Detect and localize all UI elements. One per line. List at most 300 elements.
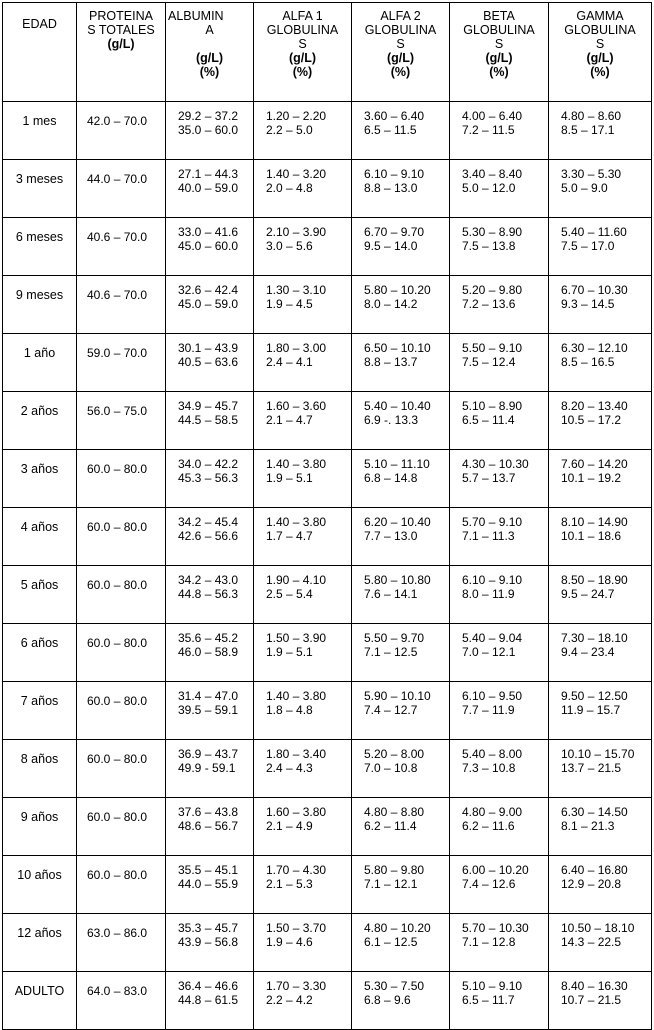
gamma-gl-value: 3.30 – 5.30 [561, 167, 622, 181]
albumina-gl-value: 37.6 – 43.8 [178, 805, 239, 819]
cell-proteinas [77, 450, 166, 508]
beta-pct-value: 7.5 – 13.8 [462, 239, 516, 253]
cell-alfa1 [254, 508, 352, 566]
gamma-gl-value: 10.10 – 15.70 [561, 747, 635, 761]
albumina-pct-value: 45.0 – 59.0 [178, 297, 239, 311]
header-alfa1-line2: GLOBULINA [266, 23, 339, 37]
alfa1-pct-value: 2.4 – 4.3 [266, 761, 313, 775]
table-row [3, 798, 652, 856]
proteinas-value: 60.0 – 80.0 [87, 810, 148, 824]
gamma-pct-value: 9.4 – 23.4 [561, 645, 615, 659]
alfa1-gl-value: 1.30 – 3.10 [266, 283, 327, 297]
cell-beta [450, 450, 549, 508]
gamma-gl-value: 8.50 – 18.90 [561, 573, 628, 587]
albumina-gl-value: 36.4 – 46.6 [178, 979, 239, 993]
cell-proteinas [77, 276, 166, 334]
albumina-pct-value: 44.5 – 58.5 [178, 413, 239, 427]
cell-gamma [549, 972, 652, 1030]
header-proteinas-unit: (g/L) [107, 37, 135, 51]
gamma-gl-value: 10.50 – 18.10 [561, 921, 635, 935]
beta-gl-value: 5.40 – 8.00 [462, 747, 523, 761]
albumina-pct-value: 45.0 – 60.0 [178, 239, 239, 253]
header-alfa2-line1: ALFA 2 [380, 9, 421, 23]
header-alfa2 [352, 3, 450, 102]
cell-gamma [549, 856, 652, 914]
alfa2-pct-value: 7.6 – 14.1 [364, 587, 418, 601]
gamma-pct-value: 13.7 – 21.5 [561, 761, 622, 775]
alfa2-gl-value: 3.60 – 6.40 [364, 109, 425, 123]
header-edad [3, 3, 77, 102]
alfa2-pct-value: 7.1 – 12.5 [364, 645, 418, 659]
alfa1-pct-value: 1.9 – 5.1 [266, 645, 313, 659]
cell-proteinas [77, 566, 166, 624]
cell-albumina [166, 740, 254, 798]
cell-alfa2 [352, 798, 450, 856]
beta-pct-value: 5.7 – 13.7 [462, 471, 516, 485]
albumina-gl-value: 34.2 – 43.0 [178, 573, 239, 587]
beta-gl-value: 4.30 – 10.30 [462, 457, 529, 471]
header-gamma [549, 3, 652, 102]
alfa2-pct-value: 8.8 – 13.7 [364, 355, 418, 369]
cell-alfa1 [254, 450, 352, 508]
cell-alfa2 [352, 566, 450, 624]
gamma-gl-value: 8.40 – 16.30 [561, 979, 628, 993]
alfa2-pct-value: 7.4 – 12.7 [364, 703, 418, 717]
protein-reference-table [2, 2, 652, 1030]
cell-albumina [166, 972, 254, 1030]
edad-value: 10 años [17, 868, 62, 882]
cell-albumina [166, 682, 254, 740]
gamma-gl-value: 5.40 – 11.60 [561, 225, 627, 239]
cell-edad [3, 856, 77, 914]
header-row [3, 3, 652, 102]
cell-alfa1 [254, 624, 352, 682]
header-edad-label: EDAD [22, 17, 57, 31]
cell-edad [3, 276, 77, 334]
cell-beta [450, 740, 549, 798]
cell-gamma [549, 740, 652, 798]
alfa2-gl-value: 5.90 – 10.10 [364, 689, 431, 703]
table-body [3, 102, 652, 1030]
beta-gl-value: 5.10 – 9.10 [462, 979, 523, 993]
proteinas-value: 56.0 – 75.0 [87, 404, 148, 418]
beta-pct-value: 8.0 – 11.9 [462, 587, 515, 601]
edad-value: 1 año [23, 346, 56, 360]
header-gamma-line1: GAMMA [576, 9, 624, 23]
alfa2-gl-value: 5.80 – 9.80 [364, 863, 425, 877]
cell-edad [3, 566, 77, 624]
gamma-pct-value: 9.3 – 14.5 [561, 297, 615, 311]
gamma-gl-value: 7.60 – 14.20 [561, 457, 628, 471]
cell-alfa1 [254, 798, 352, 856]
alfa2-pct-value: 6.1 – 12.5 [364, 935, 418, 949]
alfa2-pct-value: 6.8 – 9.6 [364, 993, 411, 1007]
header-alfa1-line3: S [298, 37, 307, 51]
cell-albumina [166, 102, 254, 160]
alfa1-pct-value: 2.1 – 5.3 [266, 877, 313, 891]
gamma-gl-value: 6.70 – 10.30 [561, 283, 628, 297]
alfa1-gl-value: 1.80 – 3.00 [266, 341, 327, 355]
cell-alfa1 [254, 740, 352, 798]
gamma-pct-value: 8.1 – 21.3 [561, 819, 615, 833]
alfa2-gl-value: 6.10 – 9.10 [364, 167, 425, 181]
albumina-gl-value: 35.6 – 45.2 [178, 631, 239, 645]
cell-alfa1 [254, 102, 352, 160]
header-gamma-unit-pct: (%) [590, 65, 610, 79]
cell-gamma [549, 914, 652, 972]
beta-pct-value: 6.5 – 11.4 [462, 413, 515, 427]
alfa2-gl-value: 5.10 – 11.10 [364, 457, 430, 471]
beta-pct-value: 7.2 – 11.5 [462, 123, 515, 137]
alfa2-gl-value: 5.30 – 7.50 [364, 979, 425, 993]
gamma-gl-value: 4.80 – 8.60 [561, 109, 622, 123]
alfa2-gl-value: 6.50 – 10.10 [364, 341, 431, 355]
table-row [3, 508, 652, 566]
alfa2-pct-value: 6.5 – 11.5 [364, 123, 417, 137]
beta-gl-value: 6.10 – 9.50 [462, 689, 523, 703]
gamma-gl-value: 8.10 – 14.90 [561, 515, 628, 529]
beta-pct-value: 7.2 – 13.6 [462, 297, 516, 311]
cell-beta [450, 566, 549, 624]
alfa1-gl-value: 1.40 – 3.80 [266, 689, 327, 703]
proteinas-value: 60.0 – 80.0 [87, 520, 148, 534]
cell-gamma [549, 160, 652, 218]
cell-beta [450, 218, 549, 276]
cell-gamma [549, 624, 652, 682]
cell-beta [450, 798, 549, 856]
albumina-pct-value: 43.9 – 56.8 [178, 935, 239, 949]
alfa2-gl-value: 5.40 – 10.40 [364, 399, 431, 413]
albumina-gl-value: 32.6 – 42.4 [178, 283, 239, 297]
cell-albumina [166, 160, 254, 218]
alfa1-pct-value: 2.2 – 4.2 [266, 993, 313, 1007]
alfa2-pct-value: 7.0 – 10.8 [364, 761, 418, 775]
alfa1-gl-value: 1.70 – 3.30 [266, 979, 327, 993]
cell-proteinas [77, 972, 166, 1030]
albumina-pct-value: 39.5 – 59.1 [178, 703, 239, 717]
albumina-gl-value: 34.0 – 42.2 [178, 457, 239, 471]
alfa1-pct-value: 1.8 – 4.8 [266, 703, 313, 717]
header-alfa1-unit-gl: (g/L) [288, 51, 317, 65]
cell-proteinas [77, 914, 166, 972]
proteinas-value: 40.6 – 70.0 [87, 230, 148, 244]
table-row [3, 218, 652, 276]
proteinas-value: 63.0 – 86.0 [87, 926, 148, 940]
beta-pct-value: 7.1 – 12.8 [462, 935, 516, 949]
proteinas-value: 60.0 – 80.0 [87, 636, 148, 650]
cell-alfa2 [352, 218, 450, 276]
gamma-pct-value: 10.5 – 17.2 [561, 413, 622, 427]
alfa2-pct-value: 7.7 – 13.0 [364, 529, 418, 543]
header-alfa1 [254, 3, 352, 102]
cell-edad [3, 914, 77, 972]
alfa2-pct-value: 6.8 – 14.8 [364, 471, 418, 485]
cell-proteinas [77, 798, 166, 856]
albumina-pct-value: 42.6 – 56.6 [178, 529, 239, 543]
cell-alfa2 [352, 392, 450, 450]
alfa2-pct-value: 6.9 -. 13.3 [364, 413, 419, 427]
table-row [3, 972, 652, 1030]
beta-gl-value: 4.00 – 6.40 [462, 109, 523, 123]
header-albumina-spacer [166, 37, 253, 51]
alfa1-pct-value: 2.1 – 4.7 [266, 413, 313, 427]
header-gamma-line3: S [595, 37, 605, 51]
cell-beta [450, 392, 549, 450]
cell-albumina [166, 218, 254, 276]
alfa1-pct-value: 2.2 – 5.0 [266, 123, 313, 137]
cell-proteinas [77, 856, 166, 914]
cell-beta [450, 914, 549, 972]
alfa1-gl-value: 1.50 – 3.90 [266, 631, 327, 645]
alfa2-pct-value: 6.2 – 11.4 [364, 819, 417, 833]
beta-pct-value: 5.0 – 12.0 [462, 181, 516, 195]
cell-beta [450, 972, 549, 1030]
albumina-pct-value: 44.8 – 61.5 [178, 993, 239, 1007]
cell-proteinas [77, 740, 166, 798]
cell-edad [3, 102, 77, 160]
cell-beta [450, 856, 549, 914]
header-albumina-line2: A [205, 23, 214, 37]
cell-alfa2 [352, 450, 450, 508]
edad-value: 1 mes [22, 114, 57, 128]
edad-value: 9 meses [15, 288, 64, 302]
gamma-pct-value: 8.5 – 16.5 [561, 355, 615, 369]
alfa1-gl-value: 1.70 – 4.30 [266, 863, 327, 877]
header-albumina-line1: ALBUMIN [168, 9, 224, 23]
gamma-pct-value: 12.9 – 20.8 [561, 877, 622, 891]
cell-proteinas [77, 334, 166, 392]
alfa1-pct-value: 1.9 – 4.6 [266, 935, 313, 949]
cell-beta [450, 334, 549, 392]
header-proteinas [77, 3, 166, 102]
edad-value: 7 años [20, 694, 59, 708]
beta-gl-value: 5.40 – 9.04 [462, 631, 523, 645]
cell-albumina [166, 334, 254, 392]
cell-beta [450, 276, 549, 334]
cell-alfa1 [254, 566, 352, 624]
edad-value: 6 años [20, 636, 59, 650]
alfa2-gl-value: 5.50 – 9.70 [364, 631, 425, 645]
alfa2-gl-value: 4.80 – 8.80 [364, 805, 425, 819]
cell-edad [3, 798, 77, 856]
beta-pct-value: 7.3 – 10.8 [462, 761, 516, 775]
albumina-pct-value: 46.0 – 58.9 [178, 645, 239, 659]
table-row [3, 856, 652, 914]
beta-gl-value: 5.70 – 9.10 [462, 515, 523, 529]
alfa1-gl-value: 1.60 – 3.60 [266, 399, 327, 413]
alfa1-gl-value: 1.60 – 3.80 [266, 805, 327, 819]
cell-edad [3, 450, 77, 508]
albumina-gl-value: 36.9 – 43.7 [178, 747, 239, 761]
edad-value: 3 meses [15, 172, 64, 186]
alfa1-pct-value: 2.5 – 5.4 [266, 587, 313, 601]
proteinas-value: 60.0 – 80.0 [87, 462, 148, 476]
alfa1-pct-value: 2.4 – 4.1 [266, 355, 313, 369]
alfa1-gl-value: 1.20 – 2.20 [266, 109, 327, 123]
cell-gamma [549, 102, 652, 160]
proteinas-value: 40.6 – 70.0 [87, 288, 148, 302]
cell-alfa2 [352, 972, 450, 1030]
gamma-gl-value: 7.30 – 18.10 [561, 631, 628, 645]
cell-edad [3, 972, 77, 1030]
table-row [3, 566, 652, 624]
cell-gamma [549, 276, 652, 334]
gamma-pct-value: 10.1 – 18.6 [561, 529, 622, 543]
alfa2-gl-value: 6.20 – 10.40 [364, 515, 431, 529]
table-row [3, 334, 652, 392]
table-row [3, 624, 652, 682]
albumina-gl-value: 29.2 – 37.2 [178, 109, 239, 123]
cell-albumina [166, 798, 254, 856]
table-row [3, 160, 652, 218]
albumina-pct-value: 35.0 – 60.0 [178, 123, 239, 137]
cell-gamma [549, 450, 652, 508]
beta-gl-value: 5.30 – 8.90 [462, 225, 523, 239]
cell-alfa1 [254, 392, 352, 450]
cell-alfa2 [352, 334, 450, 392]
gamma-gl-value: 9.50 – 12.50 [561, 689, 628, 703]
albumina-gl-value: 35.5 – 45.1 [178, 863, 239, 877]
header-alfa2-line2: GLOBULINA [364, 23, 437, 37]
edad-value: 9 años [20, 810, 59, 824]
cell-alfa2 [352, 914, 450, 972]
cell-gamma [549, 392, 652, 450]
alfa1-pct-value: 1.9 – 4.5 [266, 297, 313, 311]
cell-alfa1 [254, 276, 352, 334]
beta-pct-value: 7.5 – 12.4 [462, 355, 516, 369]
edad-value: 4 años [20, 520, 59, 534]
header-alfa2-unit-pct: (%) [390, 65, 411, 79]
gamma-gl-value: 6.30 – 12.10 [561, 341, 628, 355]
alfa1-pct-value: 2.0 – 4.8 [266, 181, 313, 195]
cell-alfa1 [254, 856, 352, 914]
gamma-pct-value: 9.5 – 24.7 [561, 587, 615, 601]
alfa1-gl-value: 1.50 – 3.70 [266, 921, 327, 935]
edad-value: 12 años [17, 926, 62, 940]
cell-gamma [549, 682, 652, 740]
alfa2-pct-value: 8.0 – 14.2 [364, 297, 418, 311]
gamma-pct-value: 8.5 – 17.1 [561, 123, 615, 137]
cell-edad [3, 624, 77, 682]
beta-gl-value: 5.70 – 10.30 [462, 921, 529, 935]
proteinas-value: 60.0 – 80.0 [87, 752, 148, 766]
cell-alfa1 [254, 972, 352, 1030]
cell-edad [3, 682, 77, 740]
cell-alfa2 [352, 102, 450, 160]
albumina-pct-value: 44.8 – 56.3 [178, 587, 239, 601]
gamma-gl-value: 6.30 – 14.50 [561, 805, 628, 819]
cell-edad [3, 334, 77, 392]
cell-edad [3, 740, 77, 798]
cell-alfa1 [254, 160, 352, 218]
cell-beta [450, 160, 549, 218]
proteinas-value: 60.0 – 80.0 [87, 868, 148, 882]
cell-beta [450, 508, 549, 566]
beta-gl-value: 5.20 – 9.80 [462, 283, 523, 297]
alfa1-gl-value: 2.10 – 3.90 [266, 225, 327, 239]
albumina-gl-value: 33.0 – 41.6 [178, 225, 239, 239]
cell-alfa1 [254, 334, 352, 392]
proteinas-value: 59.0 – 70.0 [87, 346, 148, 360]
cell-beta [450, 624, 549, 682]
alfa1-pct-value: 3.0 – 5.6 [266, 239, 313, 253]
cell-albumina [166, 276, 254, 334]
header-beta-line1: BETA [483, 9, 515, 23]
cell-proteinas [77, 682, 166, 740]
cell-albumina [166, 566, 254, 624]
beta-gl-value: 5.10 – 8.90 [462, 399, 523, 413]
alfa1-gl-value: 1.80 – 3.40 [266, 747, 327, 761]
cell-proteinas [77, 392, 166, 450]
cell-edad [3, 218, 77, 276]
gamma-gl-value: 8.20 – 13.40 [561, 399, 628, 413]
header-beta-unit-pct: (%) [489, 65, 509, 79]
table-row [3, 682, 652, 740]
header-beta-line2: GLOBULINA [463, 23, 535, 37]
cell-gamma [549, 798, 652, 856]
albumina-gl-value: 27.1 – 44.3 [178, 167, 239, 181]
beta-pct-value: 7.4 – 12.6 [462, 877, 516, 891]
alfa2-gl-value: 6.70 – 9.70 [364, 225, 425, 239]
cell-edad [3, 392, 77, 450]
header-alfa1-unit-pct: (%) [292, 65, 313, 79]
cell-gamma [549, 508, 652, 566]
albumina-pct-value: 45.3 – 56.3 [178, 471, 239, 485]
cell-alfa2 [352, 740, 450, 798]
beta-pct-value: 7.1 – 11.3 [462, 529, 515, 543]
cell-albumina [166, 450, 254, 508]
cell-proteinas [77, 624, 166, 682]
cell-alfa1 [254, 914, 352, 972]
alfa1-gl-value: 1.40 – 3.80 [266, 457, 327, 471]
cell-albumina [166, 624, 254, 682]
alfa2-gl-value: 5.80 – 10.20 [364, 283, 431, 297]
beta-gl-value: 3.40 – 8.40 [462, 167, 523, 181]
proteinas-value: 64.0 – 83.0 [87, 984, 148, 998]
cell-gamma [549, 334, 652, 392]
albumina-pct-value: 40.0 – 59.0 [178, 181, 239, 195]
alfa2-gl-value: 4.80 – 10.20 [364, 921, 431, 935]
cell-alfa2 [352, 856, 450, 914]
proteinas-value: 42.0 – 70.0 [87, 114, 148, 128]
cell-beta [450, 682, 549, 740]
albumina-gl-value: 31.4 – 47.0 [178, 689, 239, 703]
cell-edad [3, 160, 77, 218]
alfa1-pct-value: 1.9 – 5.1 [266, 471, 313, 485]
albumina-pct-value: 48.6 – 56.7 [178, 819, 239, 833]
table-row [3, 914, 652, 972]
beta-pct-value: 6.2 – 11.6 [462, 819, 515, 833]
header-proteinas-line2: S TOTALES [87, 23, 155, 37]
proteinas-value: 44.0 – 70.0 [87, 172, 148, 186]
header-albumina-unit-pct: (%) [199, 65, 220, 79]
cell-gamma [549, 566, 652, 624]
beta-gl-value: 4.80 – 9.00 [462, 805, 523, 819]
gamma-pct-value: 11.9 – 15.7 [561, 703, 621, 717]
header-gamma-line2: GLOBULINA [564, 23, 636, 37]
proteinas-value: 60.0 – 80.0 [87, 578, 148, 592]
header-beta-line3: S [494, 37, 504, 51]
proteinas-value: 60.0 – 80.0 [87, 694, 148, 708]
header-albumina [166, 3, 254, 102]
header-alfa2-line3: S [396, 37, 405, 51]
alfa2-gl-value: 5.80 – 10.80 [364, 573, 431, 587]
gamma-pct-value: 5.0 – 9.0 [561, 181, 608, 195]
header-gamma-unit-gl: (g/L) [586, 51, 614, 65]
albumina-gl-value: 34.2 – 45.4 [178, 515, 239, 529]
cell-proteinas [77, 102, 166, 160]
albumina-pct-value: 40.5 – 63.6 [178, 355, 239, 369]
